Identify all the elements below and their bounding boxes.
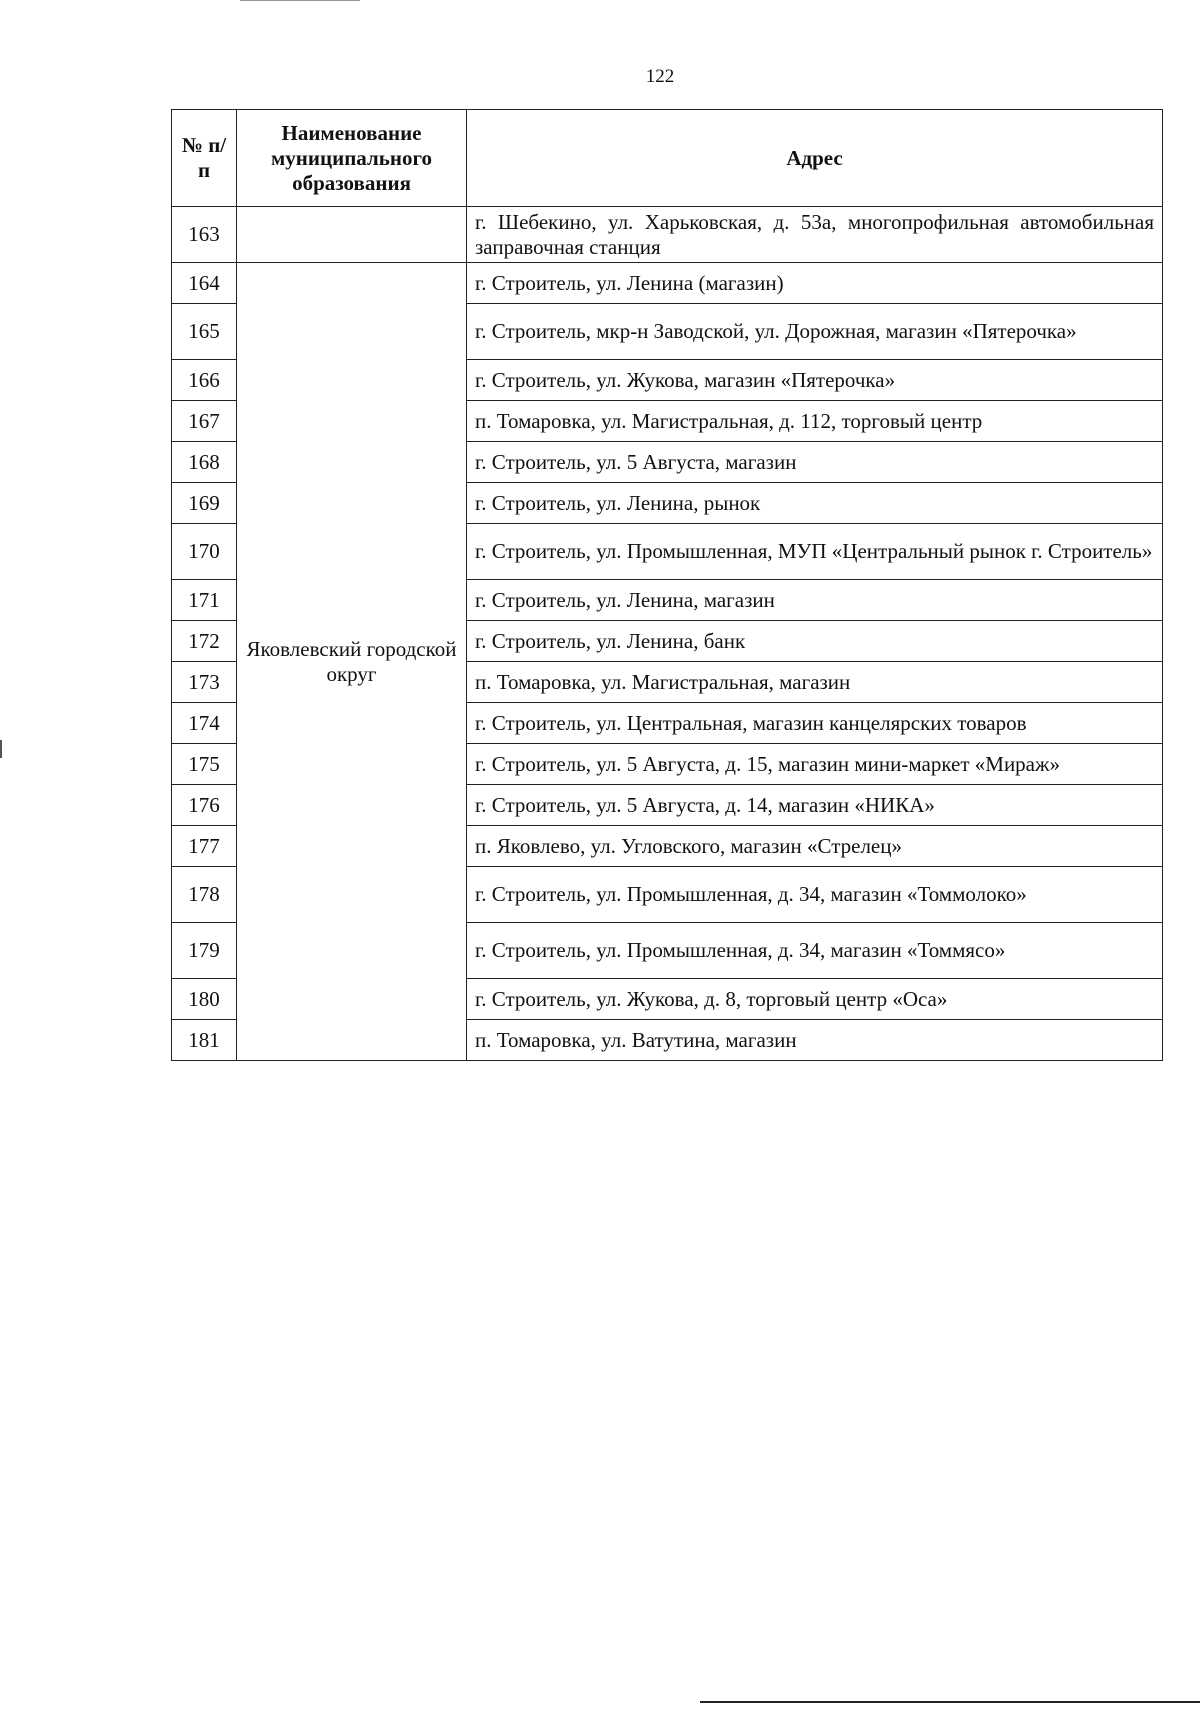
address-cell: г. Строитель, ул. 5 Августа, д. 14, магазин «НИКА» [467, 785, 1163, 826]
row-number: 163 [172, 207, 237, 263]
row-number: 170 [172, 524, 237, 580]
row-number: 171 [172, 580, 237, 621]
row-number: 167 [172, 401, 237, 442]
address-cell: п. Яковлево, ул. Угловского, магазин «Стрелец» [467, 826, 1163, 867]
row-number: 172 [172, 621, 237, 662]
row-number: 168 [172, 442, 237, 483]
row-number: 176 [172, 785, 237, 826]
row-number: 169 [172, 483, 237, 524]
header-municipality: Наименование муниципального образования [237, 110, 467, 207]
address-cell: г. Строитель, ул. Жукова, магазин «Пятерочка» [467, 360, 1163, 401]
address-cell: г. Строитель, ул. 5 Августа, магазин [467, 442, 1163, 483]
address-cell: г. Строитель, ул. Ленина (магазин) [467, 263, 1163, 304]
scan-edge-mark [0, 740, 2, 758]
row-number: 180 [172, 979, 237, 1020]
address-cell: г. Строитель, ул. Промышленная, МУП «Центральный рынок г. Строитель» [467, 524, 1163, 580]
address-cell: г. Строитель, ул. Промышленная, д. 34, магазин «Томмясо» [467, 923, 1163, 979]
table-row [172, 207, 1163, 263]
address-cell: г. Строитель, ул. Ленина, банк [467, 621, 1163, 662]
address-cell: г. Строитель, ул. Ленина, магазин [467, 580, 1163, 621]
address-cell: г. Строитель, ул. 5 Августа, д. 15, магазин мини-маркет «Мираж» [467, 744, 1163, 785]
address-cell: п. Томаровка, ул. Магистральная, д. 112, торговый центр [467, 401, 1163, 442]
row-number: 164 [172, 263, 237, 304]
header-number: № п/п [172, 110, 237, 207]
address-cell: п. Томаровка, ул. Ватутина, магазин [467, 1020, 1163, 1061]
scan-edge-mark [240, 0, 360, 1]
row-number: 166 [172, 360, 237, 401]
address-cell: г. Строитель, ул. Ленина, рынок [467, 483, 1163, 524]
address-cell: г. Строитель, мкр-н Заводской, ул. Дорожная, магазин «Пятерочка» [467, 304, 1163, 360]
page-number: 122 [645, 66, 675, 87]
row-number: 165 [172, 304, 237, 360]
row-number: 177 [172, 826, 237, 867]
table-row [172, 263, 1163, 304]
address-cell: г. Строитель, ул. Жукова, д. 8, торговый центр «Оса» [467, 979, 1163, 1020]
row-number: 174 [172, 703, 237, 744]
address-cell: г. Строитель, ул. Промышленная, д. 34, магазин «Томмолоко» [467, 867, 1163, 923]
row-number: 173 [172, 662, 237, 703]
header-address: Адрес [467, 110, 1163, 207]
row-number: 179 [172, 923, 237, 979]
row-number: 178 [172, 867, 237, 923]
row-number: 175 [172, 744, 237, 785]
address-table [171, 109, 1163, 1061]
address-cell: п. Томаровка, ул. Магистральная, магазин [467, 662, 1163, 703]
page-bottom-rule [700, 1701, 1200, 1703]
municipality-cell-empty [237, 207, 467, 263]
address-cell: г. Строитель, ул. Центральная, магазин канцелярских товаров [467, 703, 1163, 744]
address-cell: г. Шебекино, ул. Харьковская, д. 53а, многопрофильная автомобильная заправочная станция [467, 207, 1163, 263]
row-number: 181 [172, 1020, 237, 1061]
municipality-cell: Яковлевский городской округ [237, 263, 467, 1061]
table-header-row [172, 110, 1163, 207]
